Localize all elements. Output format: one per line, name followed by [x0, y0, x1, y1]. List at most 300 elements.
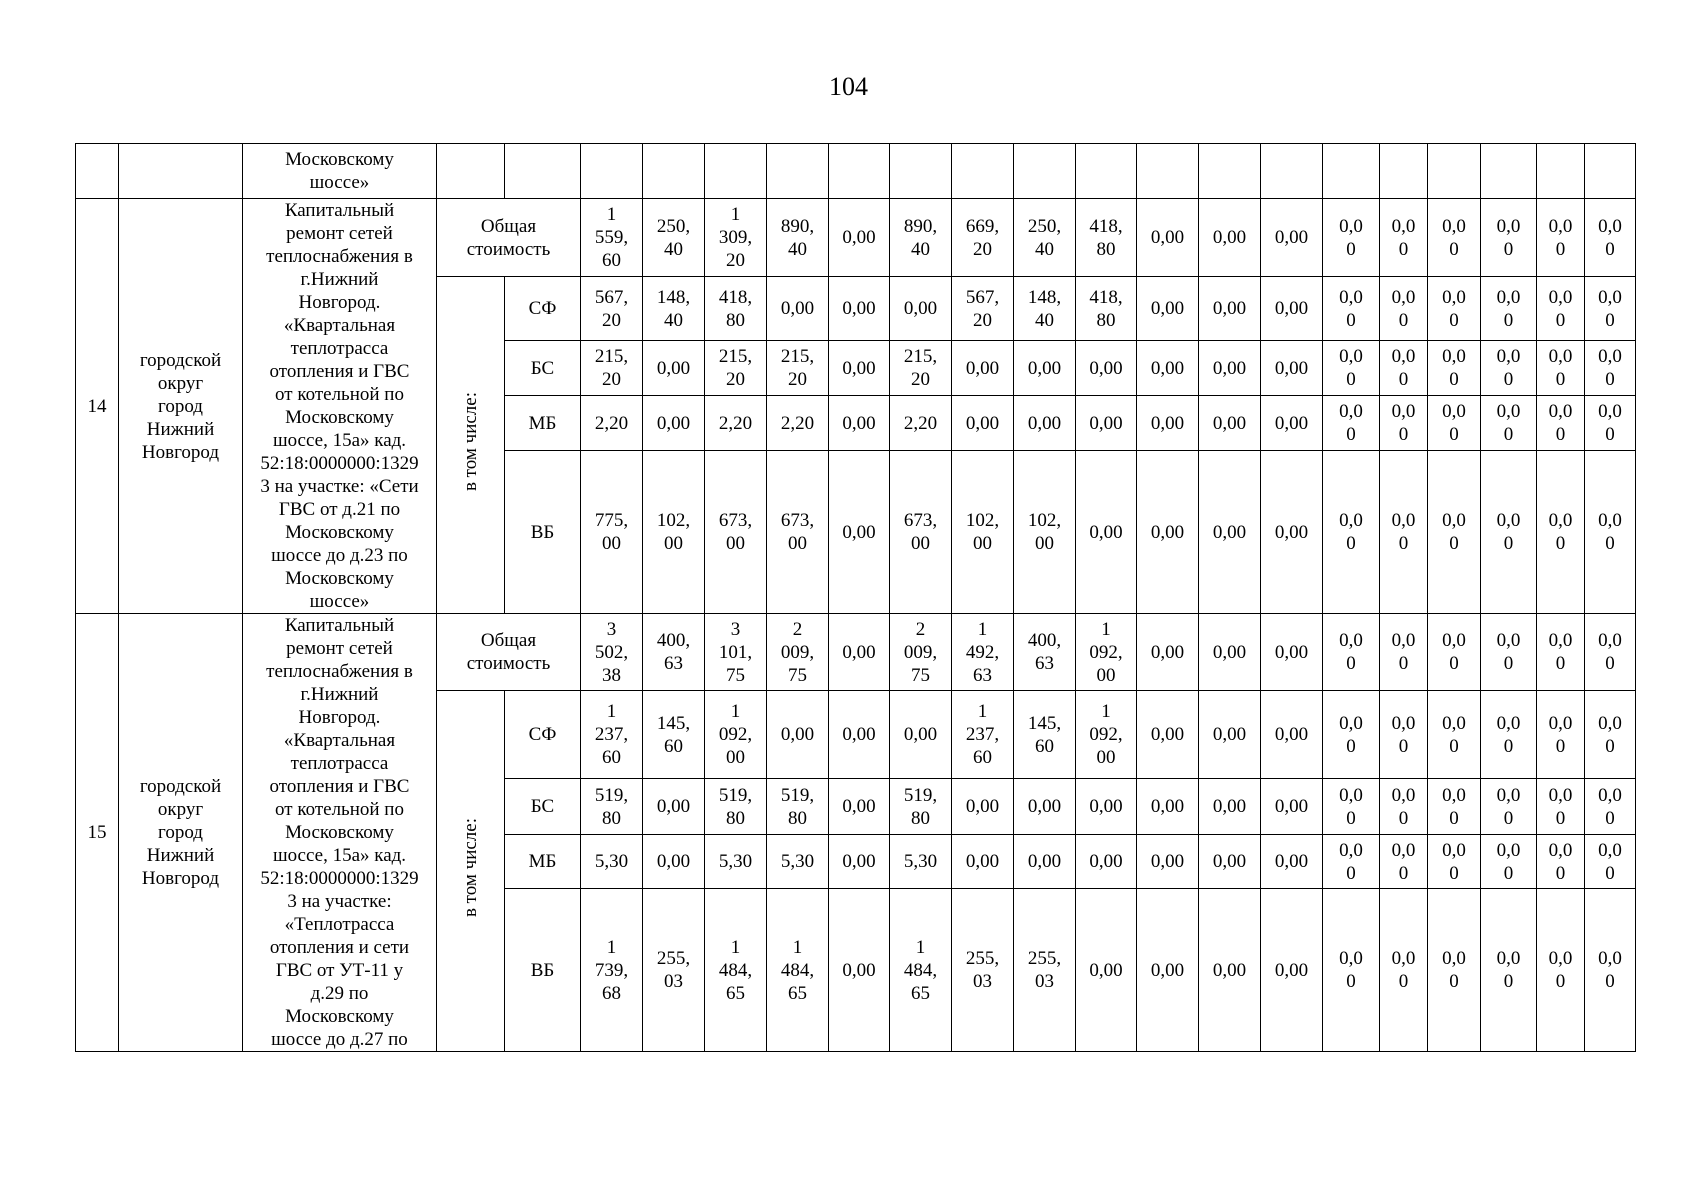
value-cell-text: 673, 00	[780, 510, 815, 554]
value-cell-text: 890, 40	[903, 215, 938, 260]
value-cell-text: 255, 03	[965, 948, 1000, 992]
value-cell-text: 0,00	[1274, 298, 1309, 319]
value-cell-text: 0,00	[842, 959, 876, 981]
value-cell	[1261, 277, 1323, 341]
value-cell-text: 0,0 0	[1598, 215, 1622, 260]
value-cell	[1014, 396, 1076, 451]
value-cell-text: 0,0 0	[1391, 346, 1416, 390]
value-cell	[643, 199, 705, 277]
value-cell-text: 0,00	[1212, 412, 1247, 434]
value-cell	[890, 277, 952, 341]
value-cell	[1199, 779, 1261, 835]
value-cell	[1481, 779, 1537, 835]
district-cell-text: городской округ город Нижний Новгород	[139, 776, 222, 889]
subgroup-label-text: в том числе:	[460, 392, 481, 492]
value-cell-text: 250, 40	[656, 215, 691, 260]
value-cell	[890, 144, 952, 199]
value-cell	[1137, 451, 1199, 614]
value-cell-text: 1 484, 65	[903, 936, 938, 1004]
value-cell	[581, 614, 643, 691]
value-cell	[1380, 199, 1428, 277]
value-cell	[767, 144, 829, 199]
value-cell	[1323, 199, 1380, 277]
value-cell	[705, 341, 767, 396]
value-cell-text: 2,20	[903, 412, 938, 434]
value-cell	[581, 277, 643, 341]
value-cell	[437, 144, 505, 199]
value-cell-text: 0,0 0	[1496, 630, 1521, 674]
value-cell-text: 5,30	[718, 851, 753, 872]
value-cell-text: 0,00	[1027, 851, 1062, 872]
value-cell-text: 0,00	[1212, 851, 1247, 872]
value-cell	[1076, 277, 1137, 341]
value-cell	[952, 614, 1014, 691]
value-cell	[1014, 779, 1076, 835]
value-cell	[581, 691, 643, 779]
value-cell	[705, 451, 767, 614]
value-cell	[1380, 691, 1428, 779]
value-cell-text: 102, 00	[1027, 510, 1062, 554]
value-cell-text: 519, 80	[903, 784, 938, 829]
description-cell-text: Капитальный ремонт сетей теплоснабжения в г.Нижний Новгород. «Квартальная теплотрасса отопления и ГВС от котельной по Московскому шоссе, 15а» кад. 52:18:0000000:1329 3 на участке: «Сети ГВС от д.21 по Московскому шоссе до д.23 по Московскому шоссе»	[260, 200, 419, 612]
value-cell	[1199, 396, 1261, 451]
value-cell-text: 0,0 0	[1598, 784, 1622, 829]
value-cell-text: 0,00	[965, 851, 1000, 872]
value-cell	[829, 691, 890, 779]
value-cell-text: 0,00	[780, 724, 815, 745]
value-cell	[1323, 835, 1380, 889]
value-cell-text: 0,0 0	[1442, 839, 1466, 884]
value-cell	[1137, 691, 1199, 779]
value-cell-text: 0,00	[1089, 959, 1123, 981]
value-cell	[1261, 779, 1323, 835]
value-cell	[1585, 779, 1636, 835]
value-cell-text: 0,00	[842, 298, 876, 319]
value-cell	[1481, 199, 1537, 277]
value-cell-text: 673, 00	[903, 510, 938, 554]
value-cell	[829, 779, 890, 835]
value-cell	[1014, 889, 1076, 1052]
row-number	[76, 614, 119, 1052]
value-cell	[1585, 451, 1636, 614]
value-cell	[767, 199, 829, 277]
value-cell-text: 0,00	[1212, 724, 1247, 745]
value-cell	[581, 835, 643, 889]
value-cell-text: 0,0 0	[1548, 510, 1573, 554]
value-cell-text: 669, 20	[965, 215, 1000, 260]
value-cell-text: 0,00	[656, 412, 691, 434]
value-cell	[581, 779, 643, 835]
value-cell	[1428, 889, 1481, 1052]
value-cell-text: 0,00	[1274, 412, 1309, 434]
description-cell-text: Капитальный ремонт сетей теплоснабжения в г.Нижний Новгород. «Квартальная теплотрасса отопления и ГВС от котельной по Московскому шоссе, 15а» кад. 52:18:0000000:1329 3 на участке: «Теплотрасса отопления и сети ГВС от УТ-11 у д.29 по Московскому шоссе до д.27 по	[260, 615, 419, 1050]
district-cell-text: городской округ город Нижний Новгород	[139, 349, 222, 463]
value-cell	[705, 835, 767, 889]
value-cell-text: 0,0 0	[1391, 948, 1416, 992]
value-cell-text: 0,00	[1150, 796, 1185, 817]
value-cell-text: 0,00	[842, 796, 876, 817]
value-cell	[581, 341, 643, 396]
value-cell-text: 3 502, 38	[594, 618, 629, 686]
value-cell-text: 0,0 0	[1442, 784, 1466, 829]
value-cell-text: 0,00	[1150, 521, 1185, 543]
value-cell-text: 0,0 0	[1339, 948, 1363, 992]
value-cell	[1481, 451, 1537, 614]
value-cell-text: 145, 60	[656, 712, 691, 757]
value-cell	[952, 451, 1014, 614]
value-cell	[705, 144, 767, 199]
value-cell	[1199, 341, 1261, 396]
value-cell	[705, 779, 767, 835]
value-cell-text: 418, 80	[718, 286, 753, 331]
funding-source-label	[505, 451, 581, 614]
value-cell-text: 0,0 0	[1339, 784, 1363, 829]
value-cell	[1261, 691, 1323, 779]
district-cell	[119, 614, 243, 1052]
value-cell	[1481, 835, 1537, 889]
value-cell	[1014, 451, 1076, 614]
value-cell	[890, 889, 952, 1052]
value-cell-text: 0,0 0	[1598, 286, 1622, 331]
value-cell	[1076, 396, 1137, 451]
value-cell-text: 1 092, 00	[1089, 618, 1123, 686]
row-number-text: 14	[87, 395, 107, 417]
value-cell-text: 0,00	[1150, 851, 1185, 872]
value-cell	[1261, 144, 1323, 199]
value-cell	[829, 199, 890, 277]
value-cell-text: 0,0 0	[1391, 215, 1416, 260]
value-cell	[952, 199, 1014, 277]
value-cell	[1199, 144, 1261, 199]
value-cell	[1585, 396, 1636, 451]
value-cell	[1323, 277, 1380, 341]
value-cell	[1261, 199, 1323, 277]
value-cell	[1585, 199, 1636, 277]
value-cell	[1428, 691, 1481, 779]
value-cell-text: 0,00	[842, 227, 876, 248]
value-cell-text: 0,00	[656, 851, 691, 872]
value-cell	[1323, 889, 1380, 1052]
value-cell	[767, 341, 829, 396]
value-cell-text: 2,20	[594, 412, 629, 434]
value-cell	[1076, 779, 1137, 835]
value-cell-text: 0,00	[1089, 796, 1123, 817]
value-cell-text: 0,00	[965, 796, 1000, 817]
value-cell-text: 0,0 0	[1391, 401, 1416, 445]
value-cell	[767, 889, 829, 1052]
value-cell	[1076, 691, 1137, 779]
value-cell-text: 0,0 0	[1548, 839, 1573, 884]
value-cell-text: 400, 63	[1027, 630, 1062, 674]
value-cell	[890, 835, 952, 889]
subgroup-label-text: в том числе:	[460, 818, 481, 918]
value-cell-text: 0,0 0	[1339, 401, 1363, 445]
value-cell	[1428, 835, 1481, 889]
total-label	[437, 199, 581, 277]
description-cell	[243, 144, 437, 199]
subgroup-label	[437, 277, 505, 614]
value-cell	[1076, 341, 1137, 396]
value-cell	[1380, 144, 1428, 199]
value-cell-text: 215, 20	[718, 346, 753, 390]
value-cell	[1261, 396, 1323, 451]
value-cell	[829, 396, 890, 451]
funding-source-label-text: СФ	[528, 724, 557, 745]
value-cell-text: 0,00	[1089, 412, 1123, 434]
value-cell	[643, 451, 705, 614]
value-cell	[952, 341, 1014, 396]
value-cell-text: 148, 40	[656, 286, 691, 331]
value-cell	[1014, 341, 1076, 396]
value-cell	[1323, 779, 1380, 835]
value-cell	[1323, 144, 1380, 199]
value-cell	[1014, 199, 1076, 277]
value-cell-text: 0,0 0	[1339, 286, 1363, 331]
value-cell-text: 0,00	[1150, 641, 1185, 663]
value-cell	[1428, 451, 1481, 614]
value-cell-text: 673, 00	[718, 510, 753, 554]
value-cell-text: 0,0 0	[1442, 286, 1466, 331]
value-cell-text: 0,0 0	[1548, 630, 1573, 674]
value-cell	[1137, 144, 1199, 199]
value-cell-text: 148, 40	[1027, 286, 1062, 331]
budget-table	[75, 143, 1636, 1052]
funding-source-label	[505, 779, 581, 835]
value-cell-text: 2 009, 75	[903, 618, 938, 686]
value-cell-text: 0,0 0	[1496, 401, 1521, 445]
value-cell	[1261, 889, 1323, 1052]
value-cell	[1323, 396, 1380, 451]
value-cell-text: 0,0 0	[1391, 784, 1416, 829]
value-cell	[1137, 199, 1199, 277]
value-cell	[1428, 341, 1481, 396]
row-number-text: 15	[87, 822, 107, 843]
value-cell	[1261, 451, 1323, 614]
value-cell-text: 0,0 0	[1442, 948, 1466, 992]
value-cell-text: 0,00	[965, 357, 1000, 379]
funding-source-label-text: БС	[530, 796, 555, 817]
value-cell-text: 0,0 0	[1548, 215, 1573, 260]
value-cell	[1537, 889, 1585, 1052]
value-cell-text: 0,00	[1027, 796, 1062, 817]
value-cell	[890, 199, 952, 277]
value-cell-text: 0,00	[842, 521, 876, 543]
value-cell	[1137, 835, 1199, 889]
value-cell-text: 0,00	[1150, 298, 1185, 319]
value-cell	[1537, 277, 1585, 341]
value-cell	[1137, 889, 1199, 1052]
value-cell	[1137, 277, 1199, 341]
description-cell-text: Московскому шоссе»	[285, 149, 394, 193]
value-cell	[1537, 451, 1585, 614]
value-cell	[1261, 835, 1323, 889]
value-cell	[643, 341, 705, 396]
value-cell	[643, 614, 705, 691]
value-cell	[1537, 199, 1585, 277]
value-cell-text: 0,0 0	[1339, 630, 1363, 674]
value-cell	[581, 396, 643, 451]
value-cell-text: 1 484, 65	[718, 936, 753, 1004]
value-cell-text: 0,0 0	[1548, 401, 1573, 445]
value-cell	[643, 277, 705, 341]
value-cell	[1014, 277, 1076, 341]
value-cell	[1076, 835, 1137, 889]
value-cell	[1323, 614, 1380, 691]
value-cell-text: 0,00	[1212, 298, 1247, 319]
value-cell	[829, 451, 890, 614]
value-cell	[829, 144, 890, 199]
value-cell	[1380, 889, 1428, 1052]
value-cell	[1014, 144, 1076, 199]
value-cell-text: 0,00	[842, 724, 876, 745]
value-cell-text: 0,0 0	[1391, 839, 1416, 884]
value-cell	[1481, 341, 1537, 396]
value-cell-text: 418, 80	[1089, 215, 1123, 260]
num-cell	[76, 144, 119, 199]
value-cell	[1014, 691, 1076, 779]
value-cell	[1380, 451, 1428, 614]
value-cell-text: 0,00	[1212, 357, 1247, 379]
value-cell	[1585, 341, 1636, 396]
total-label-text: Общая стоимость	[466, 630, 551, 674]
value-cell	[1137, 396, 1199, 451]
value-cell-text: 102, 00	[965, 510, 1000, 554]
value-cell	[705, 691, 767, 779]
value-cell	[1537, 779, 1585, 835]
value-cell	[1199, 889, 1261, 1052]
value-cell	[1380, 779, 1428, 835]
value-cell-text: 775, 00	[594, 510, 629, 554]
value-cell-text: 400, 63	[656, 630, 691, 674]
page-number: 104	[829, 72, 868, 101]
value-cell	[1481, 889, 1537, 1052]
funding-source-label-text: СФ	[528, 298, 557, 319]
value-cell	[767, 277, 829, 341]
value-cell-text: 0,0 0	[1496, 839, 1521, 884]
value-cell	[1199, 614, 1261, 691]
value-cell-text: 0,0 0	[1339, 510, 1363, 554]
value-cell	[952, 889, 1014, 1052]
value-cell	[1481, 614, 1537, 691]
total-label-text: Общая стоимость	[466, 215, 551, 260]
funding-source-label	[505, 396, 581, 451]
value-cell	[581, 199, 643, 277]
value-cell-text: 2,20	[718, 412, 753, 434]
value-cell	[829, 889, 890, 1052]
value-cell	[1199, 277, 1261, 341]
value-cell	[1428, 144, 1481, 199]
value-cell	[829, 614, 890, 691]
value-cell-text: 519, 80	[594, 784, 629, 829]
value-cell	[1585, 691, 1636, 779]
value-cell-text: 0,0 0	[1496, 784, 1521, 829]
funding-source-label	[505, 277, 581, 341]
value-cell	[1585, 277, 1636, 341]
value-cell-text: 0,0 0	[1548, 286, 1573, 331]
value-cell	[952, 277, 1014, 341]
value-cell	[1537, 341, 1585, 396]
description-cell	[243, 614, 437, 1052]
value-cell	[890, 451, 952, 614]
value-cell	[643, 889, 705, 1052]
value-cell-text: 0,0 0	[1548, 712, 1573, 757]
value-cell-text: 0,00	[1212, 227, 1247, 248]
value-cell-text: 0,0 0	[1598, 839, 1622, 884]
value-cell	[829, 277, 890, 341]
value-cell	[890, 341, 952, 396]
value-cell	[1585, 614, 1636, 691]
value-cell-text: 1 309, 20	[718, 204, 753, 271]
value-cell-text: 0,00	[1150, 412, 1185, 434]
value-cell-text: 0,0 0	[1548, 948, 1573, 992]
value-cell	[952, 144, 1014, 199]
value-cell	[1014, 614, 1076, 691]
value-cell-text: 0,0 0	[1339, 712, 1363, 757]
value-cell-text: 0,00	[1150, 959, 1185, 981]
value-cell-text: 5,30	[594, 851, 629, 872]
value-cell	[1076, 889, 1137, 1052]
value-cell	[581, 451, 643, 614]
value-cell-text: 215, 20	[903, 346, 938, 390]
value-cell	[705, 614, 767, 691]
value-cell-text: 0,00	[903, 298, 938, 319]
value-cell-text: 0,00	[1150, 227, 1185, 248]
value-cell-text: 0,00	[656, 357, 691, 379]
value-cell-text: 0,00	[1212, 641, 1247, 663]
funding-source-label-text: БС	[530, 357, 555, 379]
value-cell-text: 519, 80	[718, 784, 753, 829]
value-cell-text: 0,00	[1274, 641, 1309, 663]
value-cell	[1323, 451, 1380, 614]
value-cell	[1137, 779, 1199, 835]
total-label	[437, 614, 581, 691]
value-cell-text: 0,0 0	[1598, 712, 1622, 757]
value-cell-text: 1 492, 63	[965, 618, 1000, 686]
value-cell	[643, 396, 705, 451]
value-cell-text: 0,0 0	[1496, 286, 1521, 331]
value-cell-text: 0,0 0	[1548, 784, 1573, 829]
row-number	[76, 199, 119, 614]
value-cell	[581, 889, 643, 1052]
funding-source-label-text: МБ	[528, 412, 557, 434]
funding-source-label	[505, 691, 581, 779]
value-cell	[952, 835, 1014, 889]
value-cell	[1380, 614, 1428, 691]
value-cell	[1585, 835, 1636, 889]
value-cell-text: 0,00	[1027, 412, 1062, 434]
value-cell-text: 519, 80	[780, 784, 815, 829]
value-cell-text: 0,00	[842, 357, 876, 379]
value-cell-text: 1 559, 60	[594, 204, 629, 271]
value-cell-text: 102, 00	[656, 510, 691, 554]
value-cell-text: 0,00	[842, 641, 876, 663]
value-cell	[767, 451, 829, 614]
value-cell-text: 0,00	[965, 412, 1000, 434]
value-cell-text: 0,0 0	[1339, 215, 1363, 260]
value-cell	[643, 779, 705, 835]
value-cell	[643, 144, 705, 199]
value-cell-text: 0,0 0	[1548, 346, 1573, 390]
value-cell-text: 0,00	[1089, 521, 1123, 543]
value-cell-text: 0,0 0	[1598, 510, 1622, 554]
value-cell-text: 0,0 0	[1598, 401, 1622, 445]
value-cell	[1261, 614, 1323, 691]
value-cell-text: 255, 03	[656, 948, 691, 992]
value-cell	[1076, 199, 1137, 277]
value-cell-text: 0,0 0	[1496, 948, 1521, 992]
value-cell-text: 0,00	[1150, 357, 1185, 379]
value-cell	[1323, 341, 1380, 396]
